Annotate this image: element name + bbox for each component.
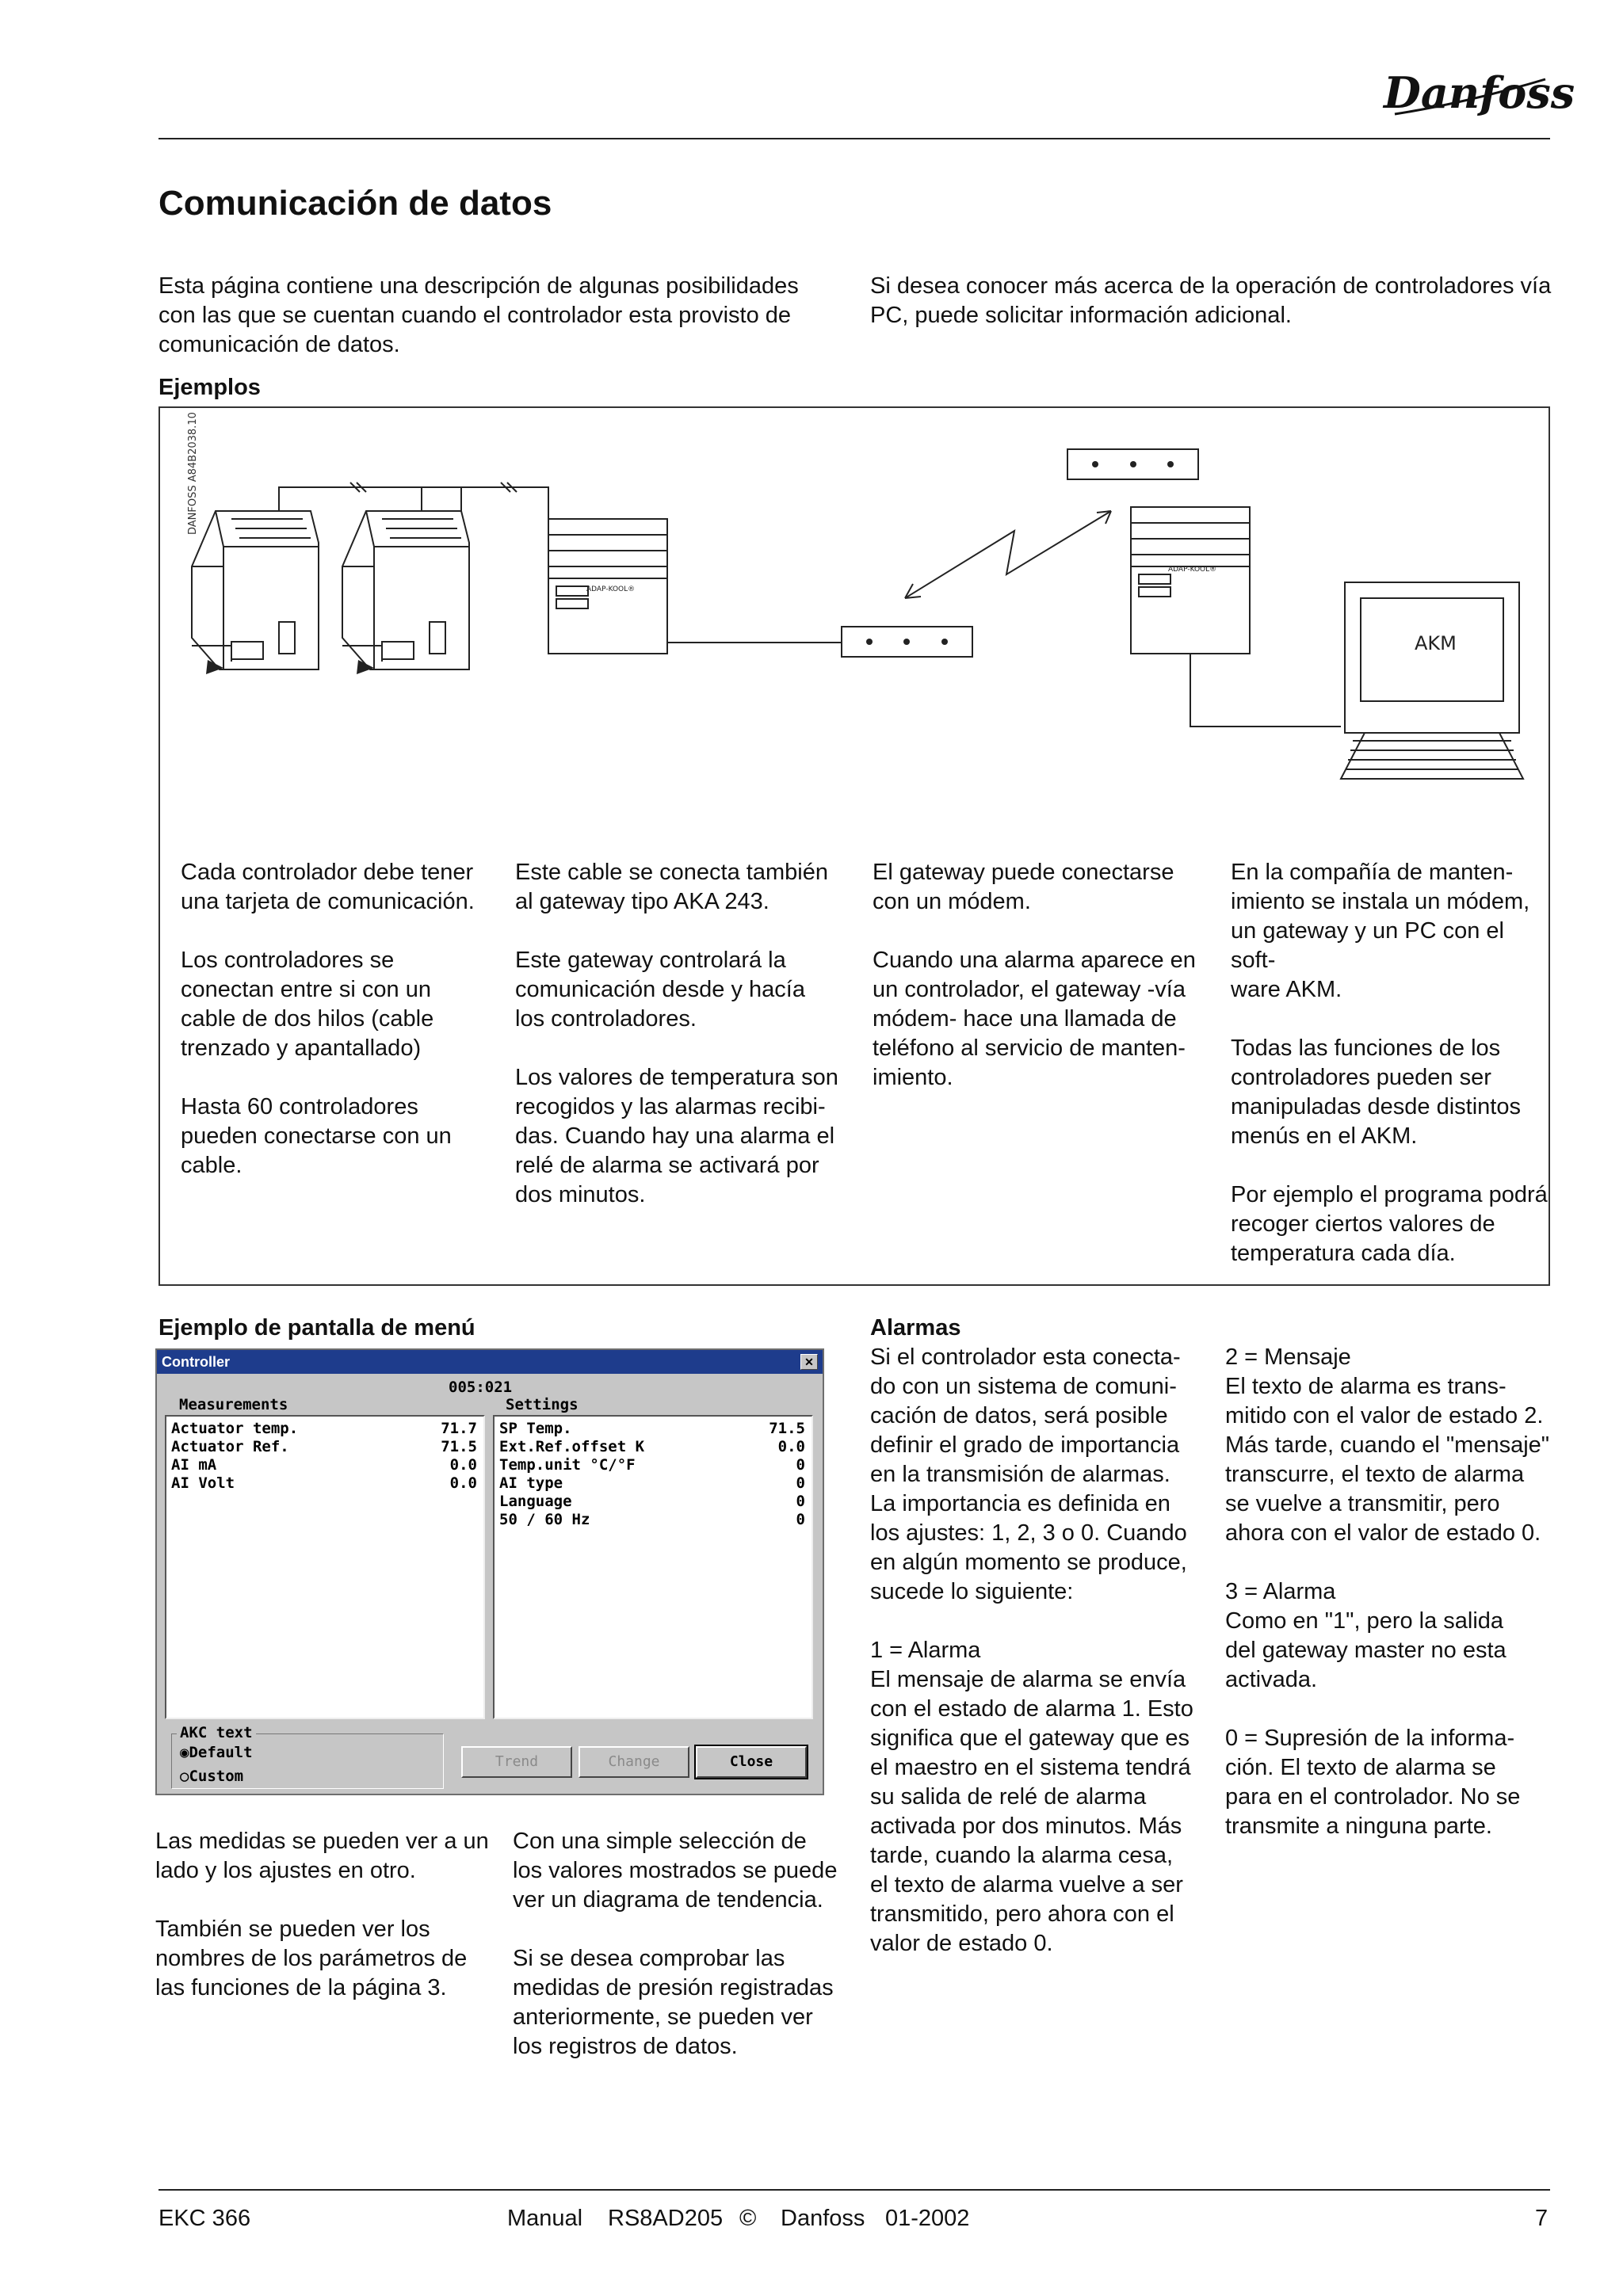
radio-selected-icon: ◉ (180, 1744, 189, 1761)
drawing-code: DANFOSS A84B2038.10 (187, 412, 199, 535)
list-item[interactable]: Ext.Ref.offset K 0.0 (499, 1438, 805, 1455)
settings-list[interactable] (493, 1415, 813, 1719)
gateway-1-label: ADAP-KOOL® (586, 585, 636, 593)
alarms-col-1: Si el controlador esta conecta- do con un sistema de comuni- cación de datos, será posible definir el grado de importancia en la transmisión de alarmas. La importancia es definida en los ajustes: 1, 2, 3 o 0. Cuando en algún momento se produce, sucede lo siguiente: 1 = Alarma El mensaje de alarma se envía con el estado de alarma 1. Esto significa que el gateway que es el maestro en el sistema tendrá su salida de relé de alarma activada por dos minutos. Más tarde, cuando la alarma cesa, el texto de alarma vuelve a ser transmitido, pero ahora con el valor de estado 0. (870, 1344, 1193, 1956)
footer-model: EKC 366 (158, 2206, 251, 2231)
menu-caption-left: Las medidas se pueden ver a un lado y los ajustes en otro. También se pueden ver los nombres de los parámetros de las funciones de la página 3. (155, 1829, 489, 2000)
list-item[interactable]: AI mA 0.0 (171, 1456, 477, 1474)
measurements-label: Measurements (179, 1396, 288, 1413)
window-titlebar (157, 1350, 823, 1374)
danfoss-logo (1379, 55, 1575, 127)
page-title: Comunicación de datos (158, 184, 552, 223)
radio-unselected-icon: ○ (180, 1768, 189, 1785)
list-item[interactable]: 50 / 60 Hz 0 (499, 1511, 805, 1528)
footer-code: RS8AD205 (608, 2206, 724, 2231)
footer-brand: Danfoss (781, 2206, 865, 2231)
window-title: Controller (162, 1354, 231, 1370)
list-item[interactable]: Language 0 (499, 1493, 805, 1510)
intro-right: Si desea conocer más acerca de la operación de controladores vía PC, puede solicitar información adicional. (870, 273, 1552, 328)
menu-example-heading: Ejemplo de pantalla de menú (158, 1315, 475, 1341)
list-item[interactable]: Temp.unit °C/°F 0 (499, 1456, 805, 1474)
examples-heading: Ejemplos (158, 375, 261, 400)
header-rule (158, 138, 1550, 139)
close-button[interactable]: Close (696, 1746, 807, 1778)
footer-date: 01-2002 (885, 2206, 970, 2231)
footer-rule (158, 2189, 1550, 2191)
list-item[interactable]: Actuator Ref. 71.5 (171, 1438, 477, 1455)
alarms-heading: Alarmas (870, 1315, 961, 1341)
radio-custom[interactable]: ○Custom (180, 1768, 244, 1785)
logo-text: Danfoss (1384, 67, 1575, 118)
alarms-col-2: 2 = Mensaje El texto de alarma es trans- mitido con el valor de estado 2. Más tarde, cuando el "mensaje" transcurre, el texto de alarma se vuelve a transmitir, pero ahora con el valor de estado 0. 3 = Alarma Como en "1", pero la salida del gateway master no esta activada. 0 = Supresión de la informa- ción. El texto de alarma se para en el controlador. No se transmite a ninguna parte. (1225, 1344, 1550, 1839)
akc-text-group (171, 1724, 444, 1789)
list-item[interactable]: AI Volt 0.0 (171, 1474, 477, 1492)
controller-2-illustration (342, 511, 469, 669)
computer-label: AKM (1415, 632, 1457, 654)
close-icon[interactable]: ✕ (800, 1354, 818, 1370)
list-item[interactable]: AI type 0 (499, 1474, 805, 1492)
examples-col-1: Cada controlador debe tener una tarjeta de comunicación. Los controladores se conectan entre si con un cable de dos hilos (cable trenzado y apantallado) Hasta 60 controladores pueden conectarse con un cable. (181, 860, 475, 1178)
footer-copyright: © (739, 2206, 757, 2231)
akc-text-label: AKC text (177, 1724, 256, 1742)
list-item[interactable]: SP Temp. 71.5 (499, 1420, 805, 1437)
settings-label: Settings (506, 1396, 579, 1413)
trend-button[interactable]: Trend (461, 1746, 572, 1778)
controller-1-illustration (192, 511, 319, 669)
measurements-list[interactable] (165, 1415, 485, 1719)
examples-col-4: En la compañía de manten- imiento se instala un módem, un gateway y un PC con el soft- ware AKM. Todas las funciones de los controladores pueden ser manipuladas desde distintos menús en el AKM. Por ejemplo el programa podrá recoger ciertos valores de temperatura cada día. (1231, 860, 1548, 1266)
examples-col-2: Este cable se conecta también al gateway tipo AKA 243. Este gateway controlará la comunicación desde y hacía los controladores. Los valores de temperatura son recogidos y las alarmas recibi- das. Cuando hay una alarma el relé de alarma se activará por dos minutos. (515, 860, 838, 1207)
controller-address: 005:021 (449, 1379, 513, 1396)
footer-manual: Manual (507, 2206, 583, 2231)
akm-computer-illustration (1341, 582, 1523, 779)
menu-caption-right: Con una simple selección de los valores mostrados se puede ver un diagrama de tendencia. Si se desea comprobar las medidas de presión registradas anteriormente, se pueden ver los registros de datos. (513, 1829, 838, 2059)
radio-default[interactable]: ◉Default (180, 1744, 253, 1761)
controller-window (155, 1348, 824, 1795)
page-number: 7 (1535, 2206, 1549, 2231)
gateway-2-illustration (1131, 507, 1250, 654)
list-item[interactable]: Actuator temp. 71.7 (171, 1420, 477, 1437)
change-button[interactable]: Change (579, 1746, 689, 1778)
examples-col-3: El gateway puede conectarse con un módem. Cuando una alarma aparece en un controlador, el gateway -vía módem- hace una llamada de teléfono al servicio de manten- imiento. (873, 860, 1196, 1090)
network-diagram (160, 408, 1549, 820)
gateway-2-label: ADAP-KOOL® (1168, 566, 1217, 574)
intro-left: Esta página contiene una descripción de algunas posibilidades con las que se cuentan cuando el controlador esta provisto de comunicación de datos. (158, 273, 799, 357)
